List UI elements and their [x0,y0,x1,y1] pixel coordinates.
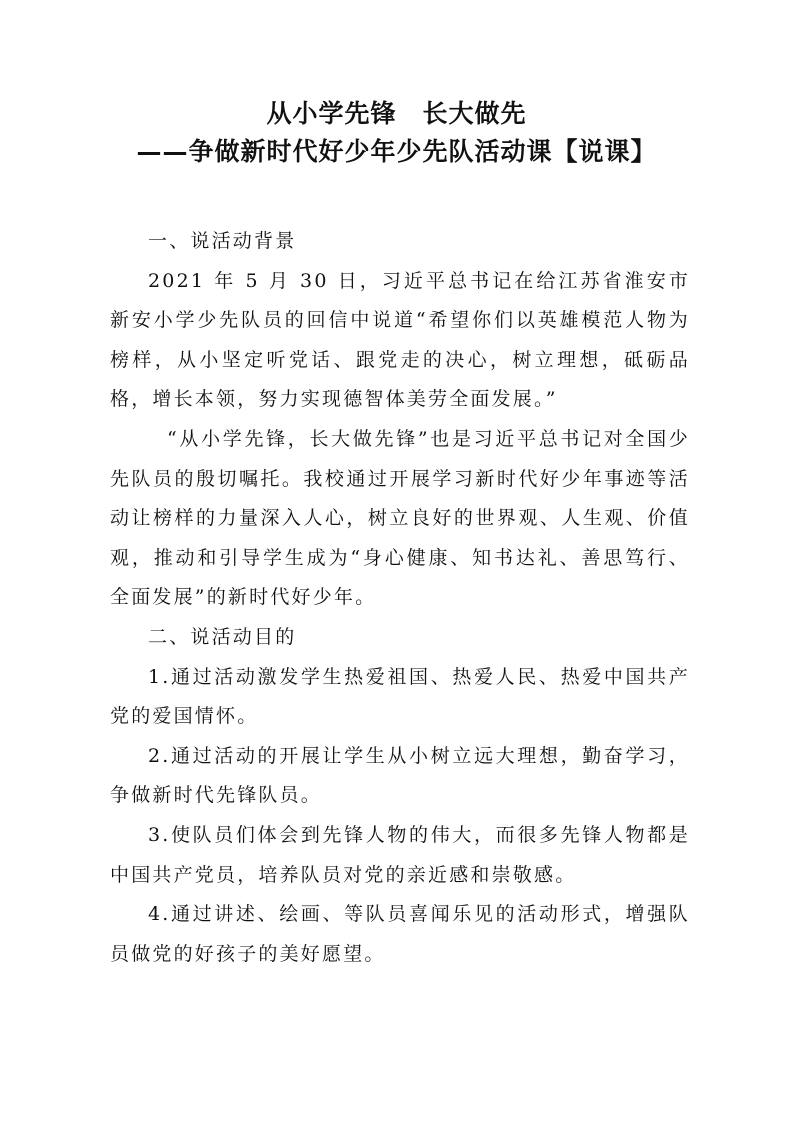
paragraph-purpose-4: 4.通过讲述、绘画、等队员喜闻乐见的活动形式，增强队员做党的好孩子的美好愿望。 [110,903,690,965]
paragraph-background-2: “从小学先锋，长大做先锋”也是习近平总书记对全国少先队员的殷切嘱托。我校通过开展学习新时代好少年事迹等活动让榜样的力量深入人心，树立良好的世界观、人生观、价值观，推动和引导学生成为“身心健康、知书达礼、善思笃行、全面发展”的新时代好少年。 [110,427,690,609]
page-title: 从小学先锋 长大做先 [266,99,527,128]
paragraph-background-1: 2021 年 5 月 30 日，习近平总书记在给江苏省淮安市新安小学少先队员的回信中说道“希望你们以英雄模范人物为榜样，从小坚定听党话、跟党走的决心，树立理想，砥砺品格，增长本领，努力实现德智体美劳全面发展。” [110,269,690,411]
title-block [0,96,793,170]
paragraph-purpose-2: 2.通过活动的开展让学生从小树立远大理想，勤奋学习，争做新时代先锋队员。 [110,744,690,807]
document-body [110,222,690,974]
section-heading-background: 一、说活动背景 [148,230,297,252]
page-subtitle: ——争做新时代好少年少先队活动课【说课】 [136,137,657,166]
paragraph-purpose-3: 3.使队员们体会到先锋人物的伟大，而很多先锋人物都是中国共产党员，培养队员对党的亲近感和崇敬感。 [110,823,690,886]
paragraph-purpose-1: 1.通过活动激发学生热爱祖国、热爱人民、热爱中国共产党的爱国情怀。 [110,665,690,728]
section-heading-purpose: 二、说活动目的 [148,625,297,648]
